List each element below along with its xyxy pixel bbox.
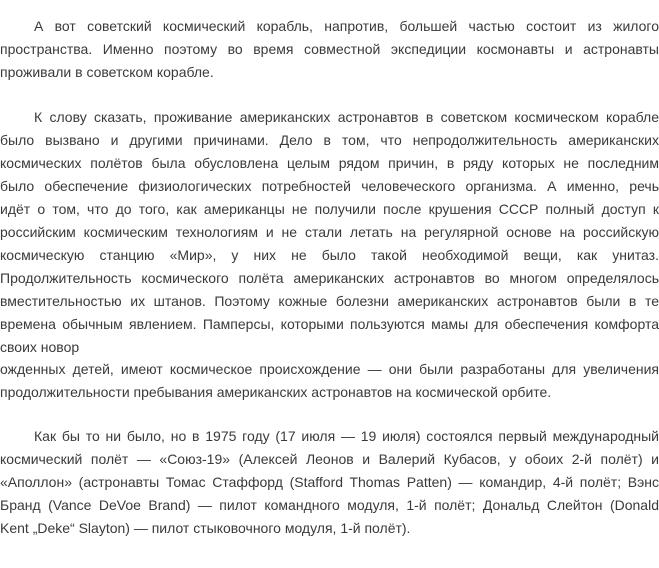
paragraph-3 <box>0 358 659 404</box>
paragraph-line: российским космическим технологиям и не стали летать на регулярной основе на российскую <box>0 224 659 240</box>
paragraph-line: Как бы то ни было, но в 1975 году (17 июля — 19 июля) состоялся первый международный <box>34 428 659 444</box>
paragraph-line: своих новор <box>0 339 80 355</box>
paragraph-4 <box>0 425 659 540</box>
paragraph-line: «Аполлон» (астронавты Томас Стаффорд (Stafford Thomas Patten) — командир, 4-й полёт; Вэнс <box>0 474 659 490</box>
paragraph-line: Бранд (Vance DeVoe Brand) — пилот командного модуля, 1-й полёт; Дональд Слейтон (Donald <box>0 497 659 513</box>
paragraph-line: космический полёт — «Союз-19» (Алексей Леонов и Валерий Кубасов, у обоих 2-й полёт) и <box>0 451 659 467</box>
paragraph-line: проживали в советском корабле. <box>0 64 214 80</box>
paragraph-line: К слову сказать, проживание американских астронавтов в советском космическом корабле <box>34 109 659 125</box>
paragraph-line: пространства. Именно поэтому во время совместной экспедиции космонавты и астронавты <box>0 41 659 57</box>
paragraph-1 <box>0 15 659 84</box>
paragraph-line: космическую станцию «Мир», у них не было такой необходимой вещи, как унитаз. <box>0 247 659 263</box>
paragraph-line: Kent „Deke“ Slayton) — пилот стыковочного модуля, 1-й полёт). <box>0 520 411 536</box>
paragraph-line: продолжительности пребывания американских астронавтов на космической орбите. <box>0 384 552 400</box>
paragraph-line: А вот советский космический корабль, напротив, большей частью состоит из жилого <box>34 18 659 34</box>
paragraph-line: идёт о том, что до того, как американцы не получили после крушения СССР полный доступ к <box>0 201 659 217</box>
paragraph-line: времена обычным явлением. Памперсы, которыми пользуются мамы для обеспечения комфорта <box>0 316 659 332</box>
paragraph-line: вместительностью их штанов. Поэтому кожные болезни американских астронавтов были в те <box>0 293 659 309</box>
paragraph-line: было обеспечение физиологических потребностей человеческого организма. А именно, речь <box>0 178 659 194</box>
paragraph-2 <box>0 106 659 359</box>
paragraph-line: космических полётов была обусловлена целым рядом причин, в ряду которых не последним <box>0 155 659 171</box>
paragraph-line: было вызвано и другими причинами. Дело в том, что непродолжительность американских <box>0 132 659 148</box>
paragraph-line: ожденных детей, имеют космическое происхождение — они были разработаны для увеличения <box>0 361 659 377</box>
paragraph-line: Продолжительность космического полёта американских астронавтов во многом определялось <box>0 270 659 286</box>
